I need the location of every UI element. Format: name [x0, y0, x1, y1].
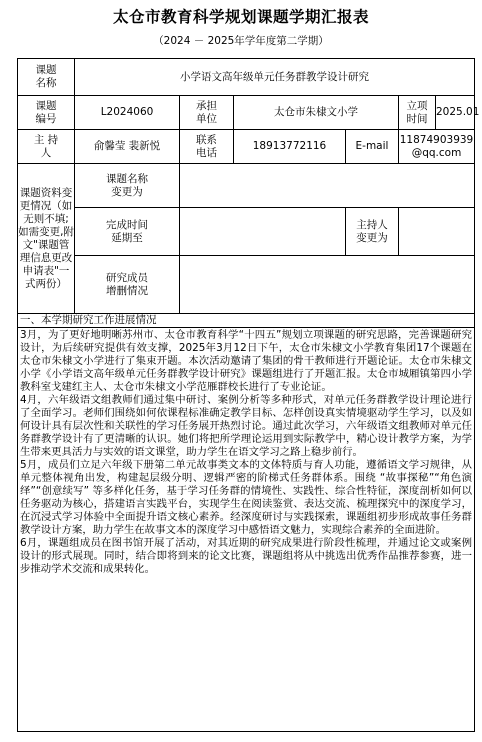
topic-name-label: 课题 名称: [18, 59, 75, 96]
completion-delay-label: 完成时间 延期至: [75, 208, 180, 256]
phone-value: 18913772116: [234, 130, 346, 164]
member-change-label: 研究成员 增删情况: [75, 256, 180, 314]
phone-label: 联系 电话: [180, 130, 234, 164]
approval-cell: [399, 96, 480, 130]
change-name-label: 课题名称 变更为: [75, 164, 180, 208]
report-form-table: [17, 58, 480, 732]
email-value: 11874903939@qq.com: [399, 130, 475, 164]
report-title: 太仓市教育科学规划课题学期汇报表: [112, 8, 369, 26]
topic-number-label: 课题 编号: [18, 96, 75, 130]
approval-time-label: 立项 时间: [399, 96, 436, 129]
progress-paragraph-may: 5月，成员们立足六年级下册第二单元故事类文本的文体特质与育人功能，遵循语文学习规律，从单元整体视角出发，构建起层级分明、逻辑严密的阶梯式任务群体系。围绕 “故事探秘”“角色演绎”“创意续写” 等多样化任务，基于学习任务群的情境性、实践性、综合性特征，深度剖析如何以任务驱动为核心，搭建语言实践平台，实现学生在阅读鉴赏、表达交流、梳理探究中的深度学习，在沉浸式学习体验中全面提升语文核心素养。经深度研讨与实践探索，课题组初步形成故事任务群教学设计方案，助力学生在故事文本的深度学习中感悟语文魅力，实现综合素养的全面进阶。: [20, 459, 472, 536]
progress-paragraph-april: 4月，六年级语文组教师们通过集中研讨、案例分析等多种形式，对单元任务群教学设计理论进行了全面学习。老师们围绕如何依课程标准确定教学目标、怎样创设真实情境驱动学生学习，以及如何设计具有层次性和关联性的学习任务展开热烈讨论。通过此次学习，六年级语文组教师对单元任务群教学设计有了更清晰的认识。她们将把所学理论运用到实际教学中，精心设计教学方案，为学生带来更具活力与实效的语文课堂，助力学生在语文学习之路上稳步前行。: [20, 394, 472, 458]
approval-time-value: 2025.01: [436, 106, 480, 118]
progress-body: [18, 328, 475, 732]
progress-section-title: 一、本学期研究工作进展情况: [18, 314, 475, 328]
change-name-value: [180, 164, 475, 208]
completion-delay-value: [180, 208, 346, 256]
undertaking-unit-label: 承担 单位: [180, 96, 234, 130]
host-change-label: 主持人 变更为: [346, 208, 399, 256]
host-value: 俞馨莹 裴新悦: [75, 130, 180, 164]
progress-paragraph-march: 3月，为了更好地明晰苏州市、太仓市教育科学“十四五”规划立项课题的研究思路，完善课题研究设计，为后续研究提供有效支撑，2025年3月12日下午，太仓市朱棣文小学教育集团17个课题在太仓市朱棣文小学进行了集束开题。本次活动邀请了集团的骨干教师进行开题论证。太仓市朱棣文小学《小学语文高年级单元任务群教学设计研究》课题组进行了开题汇报。太仓市城厢镇第四小学教科室戈建红主人、太仓市朱棣文小学范雁群校长进行了专业论证。: [20, 329, 472, 393]
topic-name-value: 小学语文高年级单元任务群教学设计研究: [75, 59, 475, 96]
host-change-value: [399, 208, 475, 256]
progress-paragraph-june: 6月，课题组成员在图书馆开展了活动，对其近期的研究成果进行阶段性梳理，并通过论文或案例设计的形式展现。同时，结合即将到来的论文比赛，课题组将从中挑选出优秀作品推荐参赛，进一步推动学术交流和成果转化。: [20, 537, 472, 575]
report-subtitle: （2024 － 2025年学年度第二学期）: [153, 35, 329, 47]
email-label: E-mail: [346, 130, 399, 164]
host-label: 主 持 人: [18, 130, 75, 164]
member-change-value: [180, 256, 475, 314]
change-note: 课题资料变更情况（如无则不填;如需变更,附文"课题管理信息更改申请表"一式两份）: [18, 164, 75, 314]
undertaking-unit-value: 太仓市朱棣文小学: [234, 96, 399, 130]
topic-number-value: L2024060: [75, 96, 180, 130]
